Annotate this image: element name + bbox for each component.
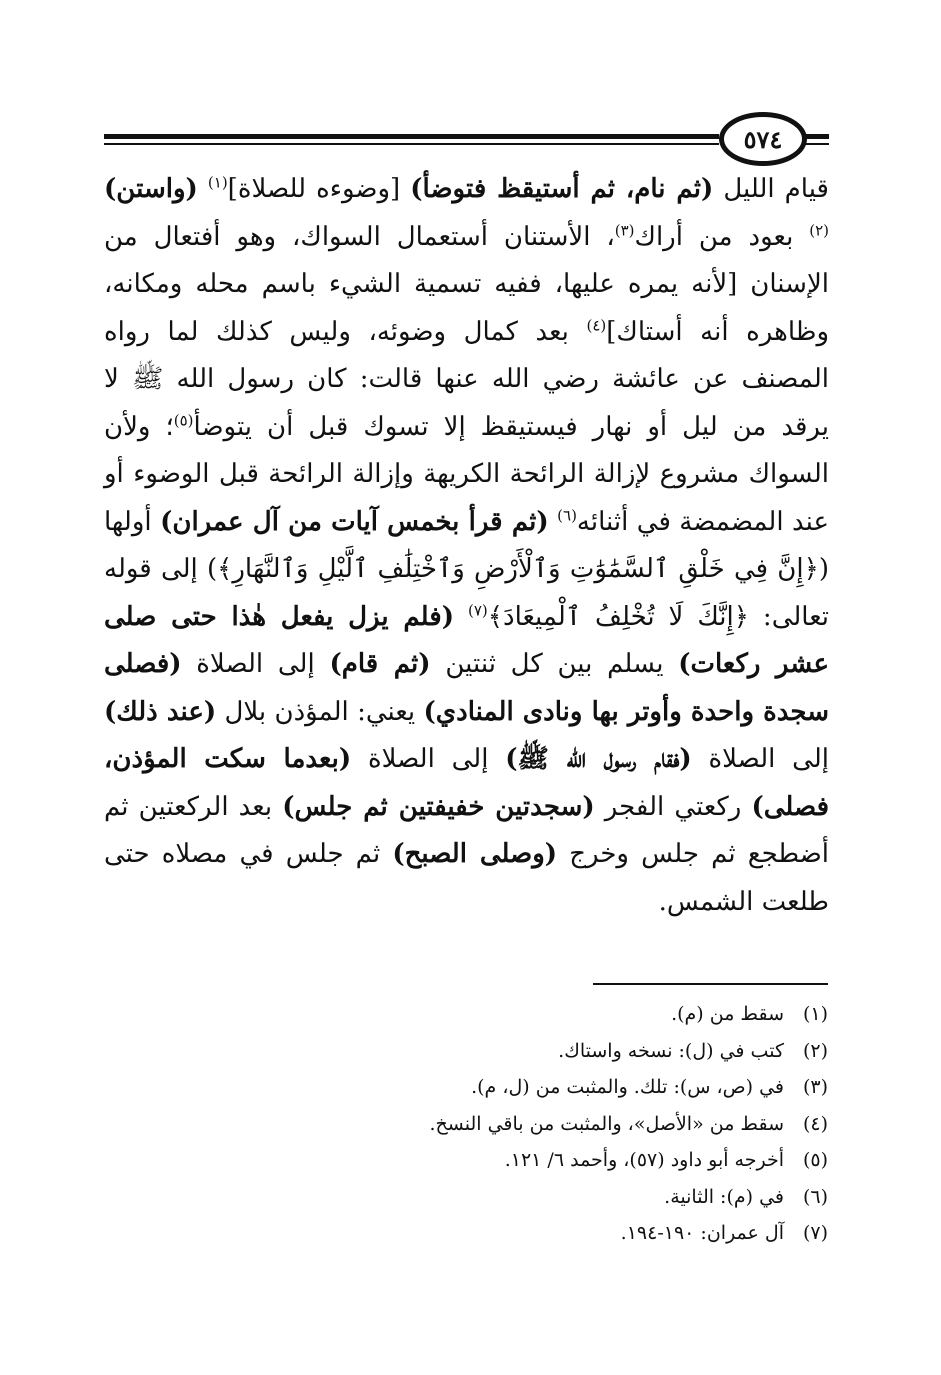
matn-run: (بعدما سكت المؤذن، فصلى): [104, 744, 830, 822]
quran-verse: ﴿إِنَّكَ لَا تُخْلِفُ ٱلْمِيعَادَ﴾: [487, 601, 749, 632]
footnotes-list: [228, 996, 828, 1252]
page-header: [104, 104, 829, 164]
matn-run: (فلم يزل يفعل هٰذا حتى صلى عشر ركعات): [104, 601, 829, 679]
footnote-item: [228, 1106, 828, 1143]
text-run: بعد الركعتين ثم أضطجع ثم جلس وخرج: [104, 791, 829, 869]
text-run: [198, 174, 208, 204]
matn-run: (ثم نام، ثم أستيقظ فتوضأ): [410, 174, 714, 204]
page-number-badge: [719, 112, 807, 166]
text-run: بعد كمال وضوئه، وليس كذلك لما رواه المصنف عن عائشة رضي الله عنها قالت: كان رسول الله ﷺ لا يرقد من ليل أو نهار فيستيقظ إلا تسوك قبل أن يتوضأ: [104, 316, 829, 442]
matn-run: (ثم قرأ بخمس آيات من آل عمران): [160, 506, 549, 537]
text-run: إلى الصلاة: [351, 744, 506, 774]
text-run: ؛ ولأن السواك مشروع لإزالة الرائحة الكريهة وإزالة الرائحة قبل الوضوء أو عند المضمضة في أثنائه: [104, 411, 830, 537]
text-run: إلى الصلاة: [181, 649, 330, 679]
footnote-text: في (ص، س): تلك. والمثبت من (ل، م).: [471, 1076, 784, 1098]
footnote-item: [228, 1179, 828, 1216]
footnote-number: (٧): [802, 1222, 828, 1244]
main-text: [104, 166, 829, 926]
header-rule-thin: [104, 143, 719, 145]
footnote-number: (١): [802, 1003, 828, 1025]
page-number: ٥٧٤: [743, 124, 783, 154]
footnote-ref: (٤): [586, 315, 607, 334]
footnote-text: سقط من «الأصل»، والمثبت من باقي النسخ.: [429, 1112, 784, 1135]
footnote-ref: (٥): [173, 410, 194, 429]
footnote-separator: [593, 983, 828, 985]
text-run: ثم جلس في مصلاه حتى طلعت الشمس.: [104, 839, 829, 917]
text-run: [454, 602, 468, 632]
footnote-number: (٣): [802, 1076, 828, 1098]
footnote-ref: (٣): [614, 220, 635, 239]
text-run: قيام الليل: [713, 174, 829, 204]
footnote-ref: (٧): [468, 600, 488, 619]
matn-run: (عند ذلك): [104, 696, 217, 727]
text-run: أولها (: [104, 506, 829, 584]
text-run: يعني: المؤذن بلال: [216, 696, 424, 727]
footnote-item: [228, 996, 828, 1033]
main-paragraph: [104, 166, 829, 926]
matn-run: (سجدتين خفيفتين ثم جلس): [282, 791, 595, 822]
text-run: بعود من أراك: [634, 221, 810, 252]
text-run: ) إلى قوله تعالى:: [104, 554, 829, 632]
footnote-ref: (٦): [557, 505, 577, 524]
footnote-ref: (١): [207, 173, 228, 192]
text-run: [549, 507, 557, 537]
header-rule-thick: [104, 134, 719, 139]
footnote-number: (٤): [802, 1112, 828, 1135]
text-run: [وضوءه للصلاة]: [227, 174, 411, 204]
matn-run: (وصلى الصبح): [392, 839, 558, 869]
matn-run: (واستن): [104, 174, 198, 204]
footnote-text: سقط من (م).: [671, 1003, 784, 1025]
text-run: يسلم بين كل ثنتين: [430, 649, 679, 679]
footnote-item: [228, 1215, 828, 1252]
footnote-text: كتب في (ل): نسخه واستاك.: [558, 1039, 784, 1062]
footnote-number: (٢): [802, 1039, 828, 1062]
footnote-item: [228, 1142, 828, 1179]
text-run: ، الأستنان أستعمال السواك، وهو أفتعال من الإسنان [لأنه يمره عليها، ففيه تسمية الشيء باسم محله ومكانه، وظاهره أنه أستاك]: [104, 221, 829, 347]
footnote-ref: (٢): [809, 220, 829, 239]
footnote-text: في (م): الثانية.: [664, 1185, 784, 1208]
footnote-number: (٦): [802, 1185, 828, 1208]
quran-verse: ﴿إِنَّ فِي خَلْقِ ٱلسَّمَٰوَٰتِ وَٱلْأَرْضِ وَٱخْتِلَٰفِ ٱلَّيْلِ وَٱلنَّهَارِ﴾: [217, 554, 819, 584]
matn-run: (فقام رسول الله ﷺ): [505, 744, 692, 774]
footnote-item: [228, 1033, 828, 1070]
matn-run: (ثم قام): [329, 649, 431, 679]
text-run: إلى الصلاة: [691, 744, 829, 774]
matn-run: (فصلى سجدة واحدة وأوتر بها ونادى المنادي): [104, 649, 829, 727]
footnote-text: آل عمران: ١٩٠-١٩٤.: [620, 1222, 784, 1244]
footnote-text: أخرجه أبو داود (٥٧)، وأحمد ٦/ ١٢١.: [504, 1149, 784, 1171]
footnote-item: [228, 1069, 828, 1106]
text-run: ركعتي الفجر: [594, 791, 752, 822]
footnote-number: (٥): [802, 1149, 828, 1171]
